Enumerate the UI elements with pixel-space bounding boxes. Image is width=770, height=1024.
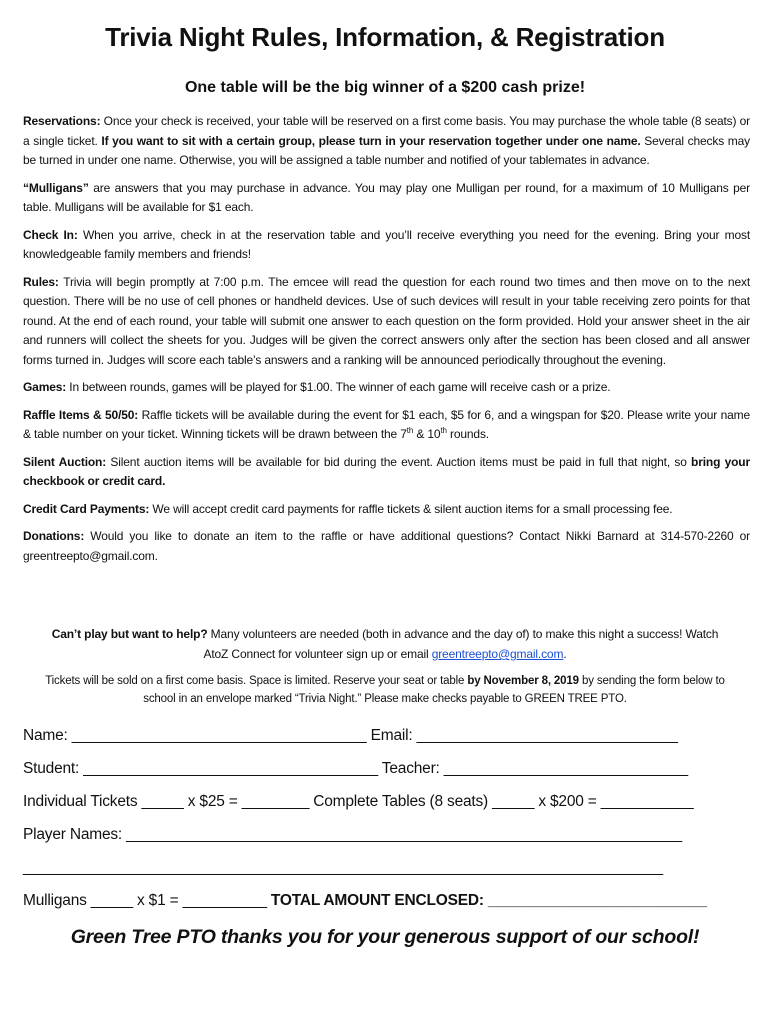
checkin-paragraph — [23, 226, 750, 265]
games-paragraph — [23, 378, 750, 398]
volunteer-text-end: . — [563, 647, 567, 661]
name-field[interactable]: ___________________________________ — [71, 727, 367, 744]
player-names-field-2[interactable]: ____________________________________________________________________________ — [23, 859, 663, 876]
tickets-row — [23, 791, 750, 824]
mulligans-price: x $1 = — [137, 892, 179, 909]
mulligans-qty-field[interactable]: _____ — [90, 892, 133, 909]
credit-card-text: We will accept credit card payments for raffle tickets & silent auction items for a small processing fee. — [149, 501, 673, 516]
student-label: Student: — [23, 760, 80, 777]
rules-label: Rules: — [23, 274, 59, 289]
donations-label: Donations: — [23, 529, 85, 543]
player-names-row — [23, 824, 750, 857]
raffle-sup-2: th — [440, 426, 447, 435]
name-label: Name: — [23, 727, 68, 744]
tables-qty-field[interactable]: _____ — [492, 793, 535, 810]
raffle-text: Raffle tickets will be available during the event for $1 each, $5 for 6, and a wingspan for $20. Please write your name & table number on your ticket. Winning tickets will be drawn between the 7 — [23, 407, 750, 441]
silent-auction-label: Silent Auction: — [23, 454, 107, 469]
rules-paragraph — [23, 273, 750, 371]
credit-card-label: Credit Card Payments: — [23, 501, 150, 516]
mulligans-label: “Mulligans” — [23, 180, 89, 195]
prize-subtitle: One table will be the big winner of a $200 cash prize! — [184, 79, 586, 96]
student-field[interactable]: ___________________________________ — [83, 760, 378, 777]
raffle-text-mid: & 10 — [413, 427, 441, 441]
volunteer-email-link[interactable]: greentreepto@gmail.com — [431, 647, 564, 661]
reservations-paragraph — [23, 112, 750, 171]
reservations-text-end: Several checks may be turned in under one name. Otherwise, you will be assigned a table number and notified of your tablemates in advance. — [23, 133, 750, 167]
mulligans-text: are answers that you may purchase in advance. You may play one Mulligan per round, for a maximum of 10 Mulligans per table. Mulligans will be available for $1 each. — [23, 180, 750, 214]
raffle-text-end: rounds. — [446, 427, 489, 441]
silent-auction-emphasis: bring your checkbook or credit card. — [23, 454, 750, 488]
player-names-label: Player Names: — [23, 826, 123, 843]
teacher-label: Teacher: — [381, 760, 440, 777]
player-names-field[interactable]: __________________________________________________________________ — [126, 826, 682, 843]
reservations-text: Once your check is received, your table will be reserved on a first come basis. You may purchase the whole table (8 seats) or a single ticket. — [23, 114, 750, 148]
raffle-sup-1: th — [406, 426, 414, 435]
donations-text: Would you like to donate an item to the raffle or have additional questions? Contact Nikki Barnard at 314-570-2260 or greentreepto@gmail.com. — [23, 529, 750, 563]
player-names-row-2 — [23, 857, 750, 890]
silent-auction-text: Silent auction items will be available for bid during the event. Auction items must be paid in full that night, so — [106, 454, 692, 469]
raffle-paragraph — [23, 406, 750, 445]
student-teacher-row — [23, 758, 750, 791]
email-field[interactable]: _______________________________ — [416, 727, 678, 744]
tickets-text: Tickets will be sold on a first come basis. Space is limited. Reserve your seat or table — [45, 675, 468, 687]
donations-paragraph — [23, 527, 750, 566]
rules-section — [23, 112, 750, 574]
volunteer-text: Many volunteers are needed (both in advance and the day of) to make this night a success! Watch AtoZ Connect for volunteer sign up or email — [203, 627, 719, 661]
tickets-text-end: by sending the form below to school in an envelope marked “Trivia Night.” Please make checks payable to GREEN TREE PTO. — [143, 675, 725, 705]
name-email-row — [23, 725, 750, 758]
reservations-label: Reservations: — [23, 114, 101, 128]
mulligans-total-row — [23, 890, 750, 923]
silent-auction-paragraph — [23, 453, 750, 492]
total-amount-field[interactable]: __________________________ — [487, 892, 707, 909]
games-label: Games: — [23, 380, 67, 394]
volunteer-paragraph — [40, 624, 730, 664]
games-text: In between rounds, games will be played for $1.00. The winner of each game will receive cash or a prize. — [66, 380, 611, 394]
tables-label: Complete Tables (8 seats) — [313, 793, 489, 810]
email-label: Email: — [370, 727, 413, 744]
rules-text: Trivia will begin promptly at 7:00 p.m. The emcee will read the question for each round two times and then move on to the next question. There will be no use of cell phones or handheld devices. Use of such devices will result in your table receiving zero points for that round. At the end of each round, your table will submit one answer to each question on the form provided. Hold your answer sheet in the air and runners will collect the sheets for you. Judges will be given the correct answers only after the section has been closed and all answer forms turned in. Judges will score each table’s answers and a ranking will be announced periodically throughout the evening. — [23, 274, 750, 367]
tables-total-field[interactable]: ___________ — [600, 793, 694, 810]
tables-price: x $200 = — [538, 793, 597, 810]
tickets-deadline: by November 8, 2019 — [467, 675, 579, 687]
mulligans-total-field[interactable]: __________ — [182, 892, 267, 909]
checkin-label: Check In: — [23, 227, 78, 242]
individual-tickets-label: Individual Tickets — [23, 793, 138, 810]
reservations-emphasis: If you want to sit with a certain group, please turn in your reservation together under one name. — [101, 133, 641, 148]
mulligans-paragraph — [23, 179, 750, 218]
individual-total-field[interactable]: ________ — [241, 793, 310, 810]
total-amount-label: TOTAL AMOUNT ENCLOSED: — [270, 892, 484, 909]
mulligans-form-label: Mulligans — [23, 892, 87, 909]
registration-form — [23, 725, 750, 923]
thank-you-footer: Green Tree PTO thanks you for your generous support of our school! — [70, 926, 700, 948]
raffle-label: Raffle Items & 50/50: — [23, 407, 139, 422]
teacher-field[interactable]: _____________________________ — [443, 760, 688, 777]
checkin-text: When you arrive, check in at the reservation table and you’ll receive everything you need for the evening. Bring your most knowledgeable family members and friends! — [23, 227, 750, 261]
tickets-paragraph — [35, 672, 735, 708]
individual-qty-field[interactable]: _____ — [141, 793, 184, 810]
page-title: Trivia Night Rules, Information, & Registration — [105, 22, 665, 52]
individual-price: x $25 = — [187, 793, 238, 810]
credit-card-paragraph — [23, 500, 750, 520]
volunteer-label: Can’t play but want to help? — [51, 627, 208, 641]
